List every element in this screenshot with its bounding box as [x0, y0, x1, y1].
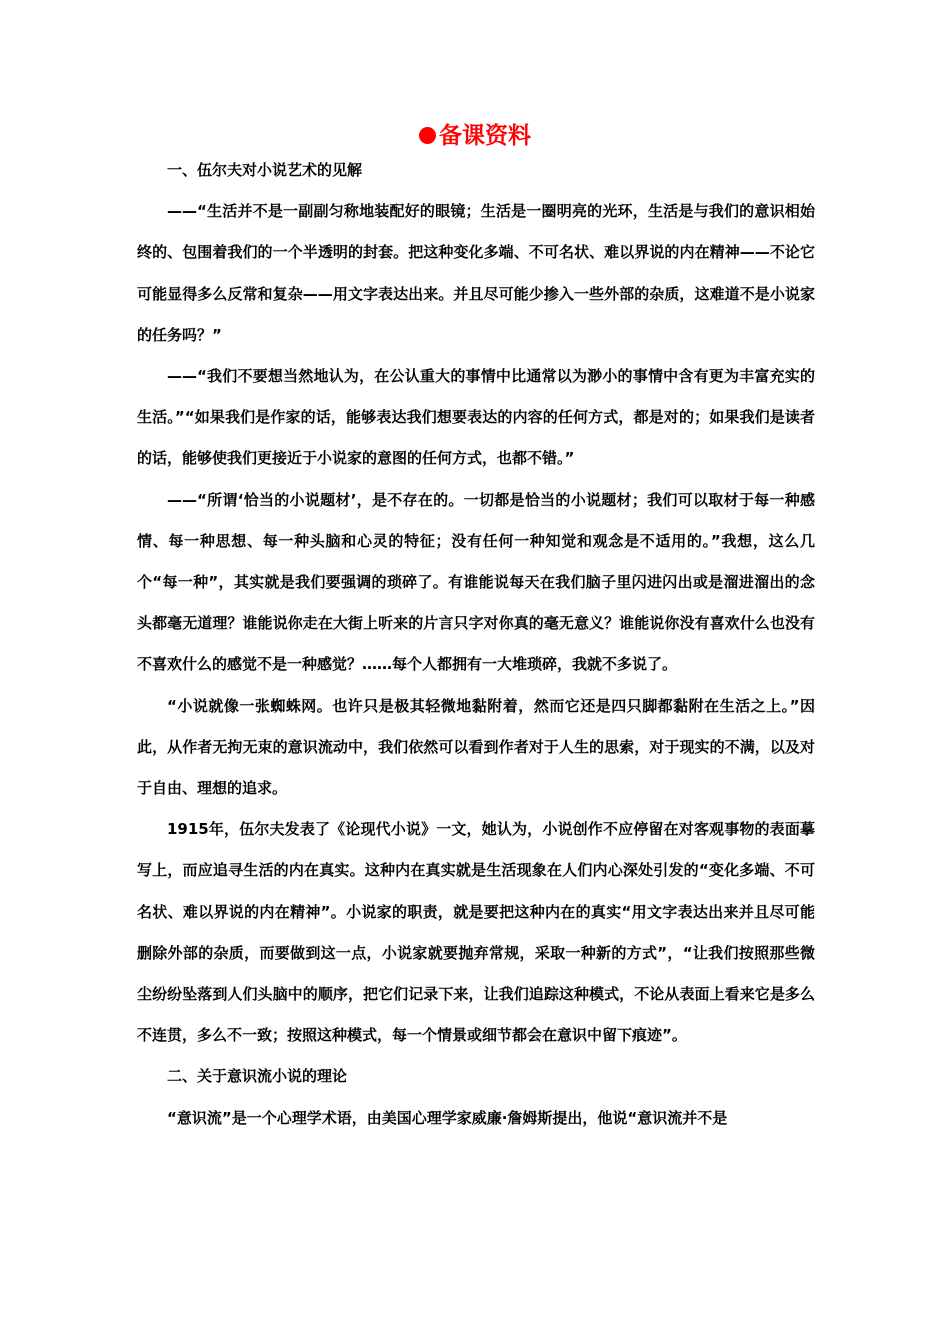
paragraph-3: ——“所谓‘恰当的小说题材’，是不存在的。一切都是恰当的小说题材；我们可以取材于每一种感情、每一种思想、每一种头脑和心灵的特征；没有任何一种知觉和观念是不适用的。”我想，这么几个“每一种”，其实就是我们要强调的琐碎了。有谁能说每天在我们脑子里闪进闪出或是溜进溜出的念头都毫无道理？谁能说你走在大街上听来的片言只字对你真的毫无意义？谁能说你没有喜欢什么也没有不喜欢什么的感觉不是一种感觉？……每个人都拥有一大堆琐碎，我就不多说了。: [137, 490, 815, 674]
section-heading-1: 一、伍尔夫对小说艺术的见解: [167, 161, 363, 179]
red-bullet-icon: [419, 127, 436, 144]
section-heading-2: 二、关于意识流小说的理论: [167, 1067, 348, 1086]
paragraph-5: 1915年，伍尔夫发表了《论现代小说》一文，她认为，小说创作不应停留在对客观事物的表面摹写上，而应追寻生活的内在真实。这种内在真实就是生活现象在人们内心深处引发的“变化多端、不可名状、难以界说的内在精神”。小说家的职责，就是要把这种内在的真实“用文字表达出来并且尽可能删除外部的杂质，而要做到这一点，小说家就要抛弃常规，采取一种新的方式”，“让我们按照那些微尘纷纷坠落到人们头脑中的顺序，把它们记录下来，让我们追踪这种模式，不论从表面上看来它是多么不连贯，多么不一致；按照这种模式，每一个情景或细节都会在意识中留下痕迹”。: [137, 820, 815, 1045]
paragraph-1: ——“生活并不是一副副匀称地装配好的眼镜；生活是一圈明亮的光环，生活是与我们的意识相始终的、包围着我们的一个半透明的封套。把这种变化多端、不可名状、难以界说的内在精神——不论它可能显得多么反常和复杂——用文字表达出来。并且尽可能少掺入一些外部的杂质，这难道不是小说家的任务吗？”: [137, 202, 815, 344]
page-title: [0, 120, 950, 152]
document-body: [137, 150, 815, 1139]
paragraph-4: “小说就像一张蜘蛛网。也许只是极其轻微地黏附着，然而它还是四只脚都黏附在生活之上。”因此，从作者无拘无束的意识流动中，我们依然可以看到作者对于人生的思索，对于现实的不满，以及对于自由、理想的追求。: [137, 696, 815, 798]
page-title-text: 备课资料: [439, 123, 531, 149]
paragraph-2: ——“我们不要想当然地认为，在公认重大的事情中比通常以为渺小的事情中含有更为丰富充实的生活。”“如果我们是作家的话，能够表达我们想要表达的内容的任何方式，都是对的；如果我们是读者的话，能够使我们更接近于小说家的意图的任何方式，也都不错。”: [137, 367, 815, 468]
paragraph-6: “意识流”是一个心理学术语，由美国心理学家威廉·詹姆斯提出，他说“意识流并不是: [167, 1108, 728, 1127]
